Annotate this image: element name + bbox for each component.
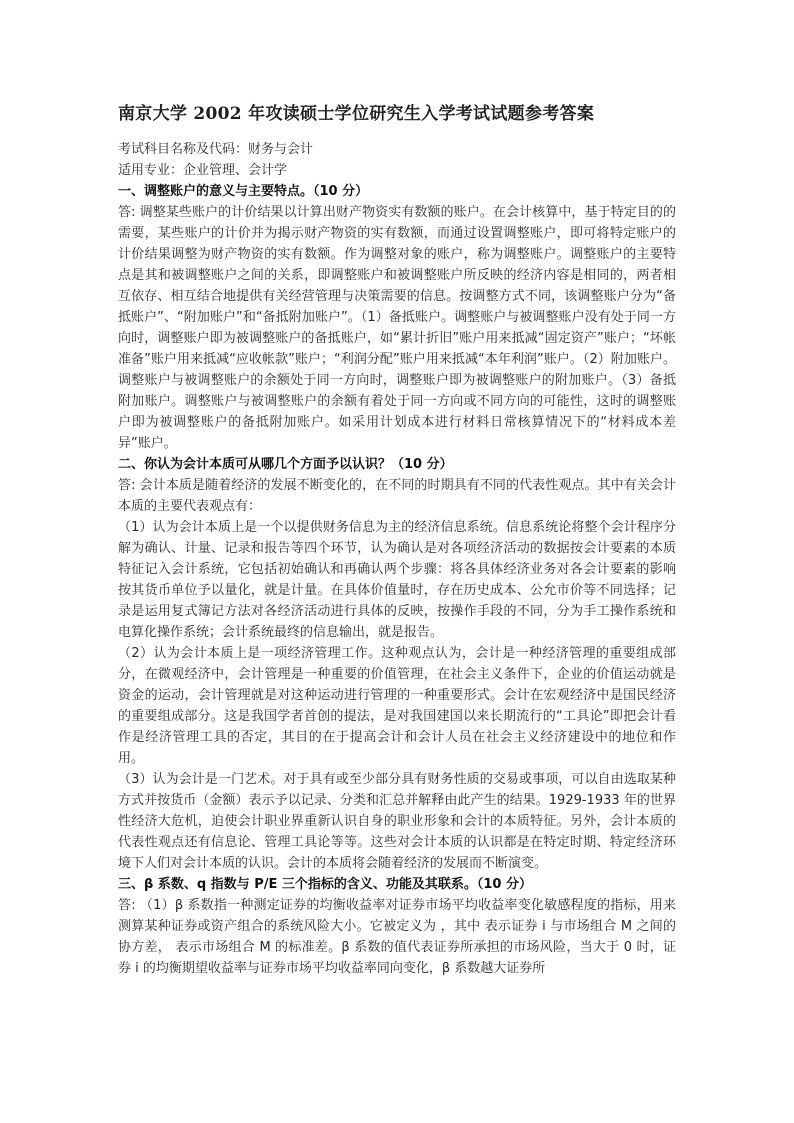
question-heading: 一、调整账户的意义与主要特点。（10 分） [118,184,369,199]
answer-paragraph: 答: 会计本质是随着经济的发展不断变化的，在不同的时期具有不同的代表性观点。其中有关会计本质的主要代表观点有： [118,478,676,514]
section-3 [118,874,676,979]
answer-paragraph: （1）认为会计本质上是一个以提供财务信息为主的经济信息系统。信息系统论将整个会计程序分解为确认、计量、记录和报告等四个环节，认为确认是对各项经济活动的数据按会计要素的本质特征记入会计系统，它包括初始确认和再确认两个步骤：将各具体经济业务对各会计要素的影响按其货币单位予以量化，就是计量。在具体价值量时，存在历史成本、公允市价等不同选择；记录是运用复式簿记方法对各经济活动进行具体的反映，按操作手段的不同，分为手工操作系统和电算化操作系统；会计系统最终的信息输出，就是报告。 [118,520,676,640]
applicable-major: 适用专业：企业管理、会计学 [118,163,288,178]
answer-paragraph: 答: （1）β 系数指一种测定证券的均衡收益率对证券市场平均收益率变化敏感程度的指标，用来测算某种证券或资产组合的系统风险大小。它被定义为 ，其中 表示证券 i 与市场组合 M 之间的协方差， 表示市场组合 M 的标准差。β 系数的值代表证券所承担的市场风险，当大于 0 时，证券 i 的均衡期望收益率与证券市场平均收益率同向变化，β 系数越大证券所 [118,898,676,976]
document-page [118,102,676,979]
section-2 [118,454,676,874]
exam-subject: 考试科目名称及代码：财务与会计 [118,142,314,157]
answer-paragraph: （2）认为会计本质上是一项经济管理工作。这种观点认为，会计是一种经济管理的重要组成部分，在微观经济中，会计管理是一种重要的价值管理，在社会主义条件下，企业的价值运动就是资金的运动，会计管理就是对这种运动进行管理的一种重要形式。会计在宏观经济中是国民经济的重要组成部分。这是我国学者首创的提法，是对我国建国以来长期流行的“工具论”即把会计看作是经济管理工具的否定，其目的在于提高会计和会计人员在社会主义经济建设中的地位和作用。 [118,646,676,766]
section-1 [118,181,676,454]
document-title: 南京大学 2002 年攻读硕士学位研究生入学考试试题参考答案 [118,104,595,124]
answer-paragraph: （3）认为会计是一门艺术。对于具有或至少部分具有财务性质的交易或事项，可以自由选取某种方式并按货币（金额）表示予以记录、分类和汇总并解释由此产生的结果。1929-1933 年的世界性经济大危机，迫使会计职业界重新认识自身的职业形象和会计的本质特征。另外，会计本质的代表性观点还有信息论、管理工具论等等。这些对会计本质的认识都是在特定时期、特定经济环境下人们对会计本质的认识。会计的本质将会随着经济的发展而不断演变。 [118,772,676,871]
answer-paragraph: 答: 调整某些账户的计价结果以计算出财产物资实有数额的账户。在会计核算中，基于特定目的的需要，某些账户的计价并为揭示财产物资的实有数额，而通过设置调整账户，即可将特定账户的计价结果调整为财产物资的实有数额。作为调整对象的账户，称为调整账户。调整账户的主要特点是其和被调整账户之间的关系，即调整账户和被调整账户所反映的经济内容是相同的，两者相互依存、相互结合地提供有关经营管理与决策需要的信息。按调整方式不同，该调整账户分为“备抵账户”、“附加账户”和“备抵附加账户”。（1）备抵账户。调整账户与被调整账户没有处于同一方向时，调整账户即为被调整账户的备抵账户，如“累计折旧”账户用来抵减“固定资产”账户；“坏帐准备”账户用来抵减“应收帐款”账户；“利润分配”账户用来抵减“本年利润”账户。（2）附加账户。调整账户与被调整账户的余额处于同一方向时，调整账户即为被调整账户的附加账户。（3）备抵附加账户。调整账户与被调整账户的余额有着处于同一方向或不同方向的可能性，这时的调整账户即为被调整账户的备抵附加账户。如采用计划成本进行材料日常核算情况下的“材料成本差异”账户。 [118,205,676,451]
question-heading: 三、β 系数、q 指数与 P/E 三个指标的含义、功能及其联系。（10 分） [118,877,532,892]
question-heading: 二、你认为会计本质可从哪几个方面予以认识？（10 分） [118,457,453,472]
